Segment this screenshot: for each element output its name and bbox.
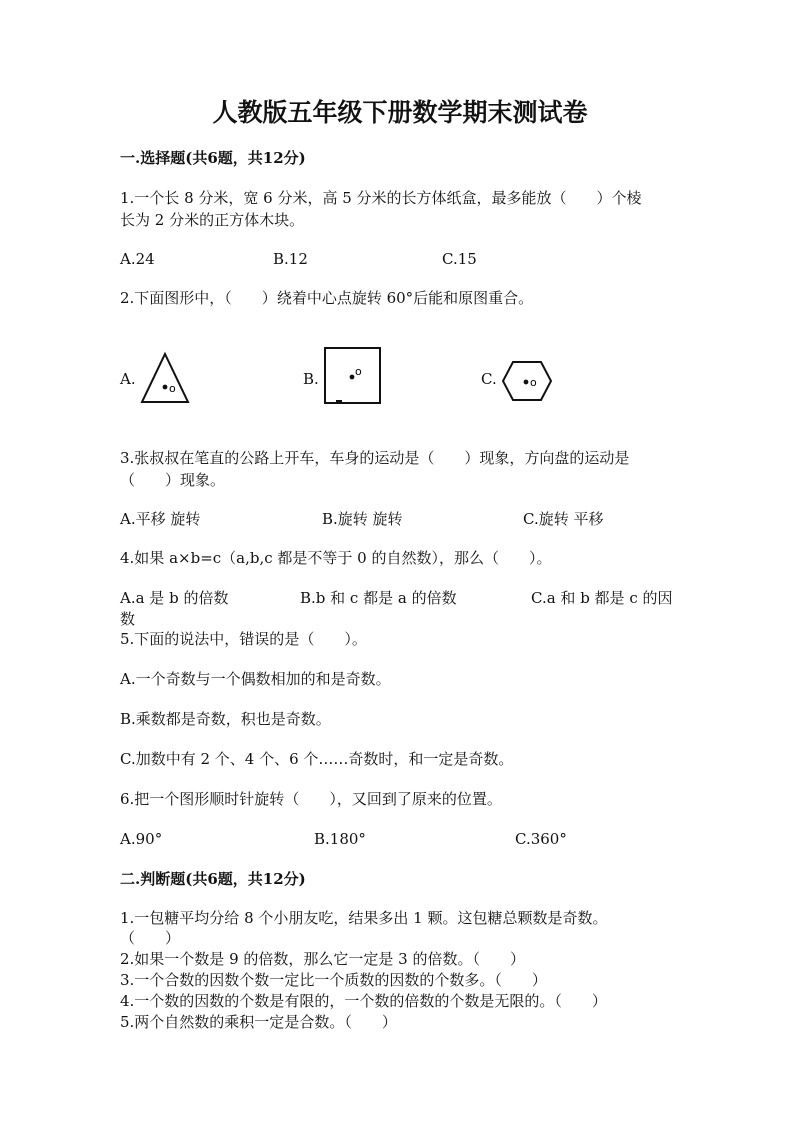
q3-line2: （ ）现象。 — [120, 471, 226, 489]
page-title: 人教版五年级下册数学期末测试卷 — [212, 98, 588, 127]
hexagon-figure — [501, 360, 553, 406]
q3-option-c: C.旋转 平移 — [523, 510, 604, 528]
q5-line1: 5.下面的说法中，错误的是（ ）。 — [120, 630, 367, 648]
q6-line1: 6.把一个图形顺时针旋转（ ），又回到了原来的位置。 — [120, 790, 502, 808]
triangle-shape — [142, 354, 188, 402]
q4-option-c-cont: 数 — [120, 610, 136, 628]
q2-option-a: A. — [120, 370, 136, 388]
center-mark: o — [530, 376, 537, 389]
triangle-figure — [140, 352, 190, 408]
section2-heading: 二.判断题(共6题，共12分) — [120, 870, 306, 888]
judge-q4: 4.一个数的因数的个数是有限的，一个数的倍数的个数是无限的。（ ） — [120, 992, 607, 1010]
section1-heading: 一.选择题(共6题，共12分) — [120, 149, 306, 167]
q2-option-c: C. — [481, 370, 497, 388]
q3-option-a: A.平移 旋转 — [120, 510, 201, 528]
q1-line2: 长为 2 分米的正方体木块。 — [120, 211, 305, 229]
judge-q5: 5.两个自然数的乘积一定是合数。（ ） — [120, 1013, 397, 1031]
judge-q2: 2.如果一个数是 9 的倍数，那么它一定是 3 的倍数。（ ） — [120, 950, 525, 968]
q6-option-a: A.90° — [120, 830, 163, 848]
center-mark: o — [355, 365, 362, 378]
q5-option-c: C.加数中有 2 个、4 个、6 个……奇数时，和一定是奇数。 — [120, 750, 514, 768]
judge-q1-line1: 1.一包糖平均分给 8 个小朋友吃，结果多出 1 颗。这包糖总颗数是奇数。 — [120, 909, 608, 927]
q3-option-b: B.旋转 旋转 — [322, 510, 403, 528]
q1-option-a: A.24 — [120, 250, 155, 268]
q4-option-c: C.a 和 b 都是 c 的因 — [531, 589, 673, 607]
center-mark: o — [169, 382, 176, 395]
q5-option-a: A.一个奇数与一个偶数相加的和是奇数。 — [120, 670, 391, 688]
center-dot — [524, 380, 529, 385]
center-dot — [163, 385, 168, 390]
q1-option-c: C.15 — [442, 250, 477, 268]
q4-option-b: B.b 和 c 都是 a 的倍数 — [300, 589, 457, 607]
q2-option-b: B. — [303, 370, 319, 388]
q6-option-c: C.360° — [515, 830, 567, 848]
center-dot — [350, 375, 355, 380]
q1-line1: 1.一个长 8 分米，宽 6 分米，高 5 分米的长方体纸盒，最多能放（ ）个棱 — [120, 189, 642, 207]
square-figure — [324, 347, 382, 409]
q5-option-b: B.乘数都是奇数，积也是奇数。 — [120, 710, 331, 728]
q4-line1: 4.如果 a×b=c（a,b,c 都是不等于 0 的自然数），那么（ ）。 — [120, 549, 552, 567]
q4-option-a: A.a 是 b 的倍数 — [120, 589, 229, 607]
q2-line1: 2.下面图形中，（ ）绕着中心点旋转 60°后能和原图重合。 — [120, 289, 534, 307]
corner-mark — [336, 400, 342, 404]
q6-option-b: B.180° — [314, 830, 366, 848]
q3-line1: 3.张叔叔在笔直的公路上开车，车身的运动是（ ）现象，方向盘的运动是 — [120, 449, 630, 467]
judge-q1-line2: （ ） — [120, 929, 181, 947]
judge-q3: 3.一个合数的因数个数一定比一个质数的因数的个数多。（ ） — [120, 971, 547, 989]
q1-option-b: B.12 — [273, 250, 308, 268]
